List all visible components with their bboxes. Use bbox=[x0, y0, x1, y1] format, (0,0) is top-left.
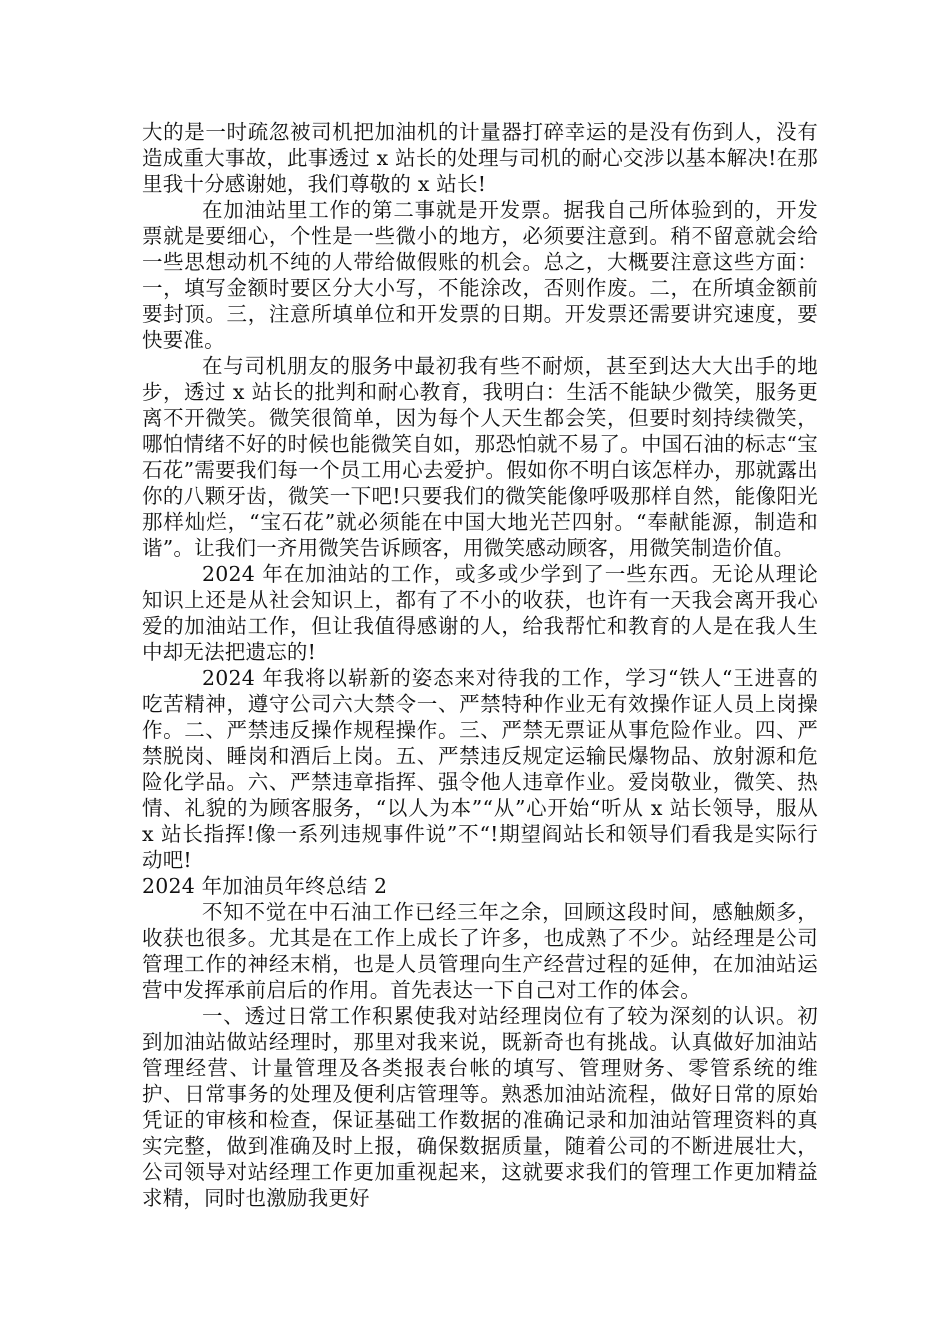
section-title: 2024 年加油员年终总结 2 bbox=[142, 874, 388, 898]
paragraph-incident-continuation: 大的是一时疏忽被司机把加油机的计量器打碎幸运的是没有伤到人，没有造成重大事故，此事透过 x 站长的处理与司机的耐心交涉以基本解决!在那里我十分感谢她，我们尊敬的 x 站长! bbox=[142, 120, 818, 196]
paragraph-next-year-plan: 2024 年我将以崭新的姿态来对待我的工作，学习“铁人“王进喜的吃苦精神，遵守公司六大禁令一、严禁特种作业无有效操作证人员上岗操作。二、严禁违反操作规程操作。三、严禁无票证从事危险作业。四、严禁脱岗、睡岗和酒后上岗。五、严禁违反规定运输民爆物品、放射源和危险化学品。六、严禁违章指挥、强令他人违章作业。爱岗敬业，微笑、热情、礼貌的为顾客服务，“以人为本”“从”心开始“听从 x 站长领导，服从 x 站长指挥!像一系列违规事件说”不“!期望阎站长和领导们看我是实际行动吧! bbox=[142, 666, 818, 872]
paragraph-summary-intro: 不知不觉在中石油工作已经三年之余，回顾这段时间，感触颇多，收获也很多。尤其是在工作上成长了许多，也成熟了不少。站经理是公司管理工作的神经末梢，也是人员管理向生产经营过程的延伸，在加油站运营中发挥承前启后的作用。首先表达一下自己对工作的体会。 bbox=[142, 900, 818, 1002]
paragraph-point-one: 一、透过日常工作积累使我对站经理岗位有了较为深刻的认识。初到加油站做站经理时，那里对我来说，既新奇也有挑战。认真做好加油站管理经营、计量管理及各类报表台帐的填写、管理财务、零管系统的维护、日常事务的处理及便利店管理等。熟悉加油站流程，做好日常的原始凭证的审核和检查，保证基础工作数据的准确记录和加油站管理资料的真实完整，做到准确及时上报，确保数据质量，随着公司的不断进展壮大，公司领导对站经理工作更加重视起来，这就要求我们的管理工作更加精益求精，同时也激励我更好 bbox=[142, 1004, 818, 1210]
paragraph-year-review: 2024 年在加油站的工作，或多或少学到了一些东西。无论从理论知识上还是从社会知识上，都有了不小的收获，也许有一天我会离开我心爱的加油站工作，但让我值得感谢的人，给我帮忙和教育的人是在我人生中却无法把遗忘的! bbox=[142, 562, 818, 664]
paragraph-smile-service: 在与司机朋友的服务中最初我有些不耐烦，甚至到达大大出手的地步，透过 x 站长的批判和耐心教育，我明白：生活不能缺少微笑，服务更离不开微笑。微笑很简单，因为每个人天生都会笑，但要时刻持续微笑，哪怕情绪不好的时候也能微笑自如，那恐怕就不易了。中国石油的标志“宝石花”需要我们每一个员工用心去爱护。假如你不明白该怎样办，那就露出你的八颗牙齿，微笑一下吧!只要我们的微笑能像呼吸那样自然，能像阳光那样灿烂，“宝石花”就必须能在中国大地光芒四射。“奉献能源，制造和谐”。让我们一齐用微笑告诉顾客，用微笑感动顾客，用微笑制造价值。 bbox=[142, 354, 818, 560]
document-page bbox=[142, 119, 818, 1211]
paragraph-invoice: 在加油站里工作的第二事就是开发票。据我自己所体验到的，开发票就是要细心，个性是一些微小的地方，必须要注意到。稍不留意就会给一些思想动机不纯的人带给做假账的机会。总之，大概要注意这些方面：一，填写金额时要区分大小写，不能涂改，否则作废。二，在所填金额前要封顶。三，注意所填单位和开发票的日期。开发票还需要讲究速度，要快要准。 bbox=[142, 198, 818, 352]
